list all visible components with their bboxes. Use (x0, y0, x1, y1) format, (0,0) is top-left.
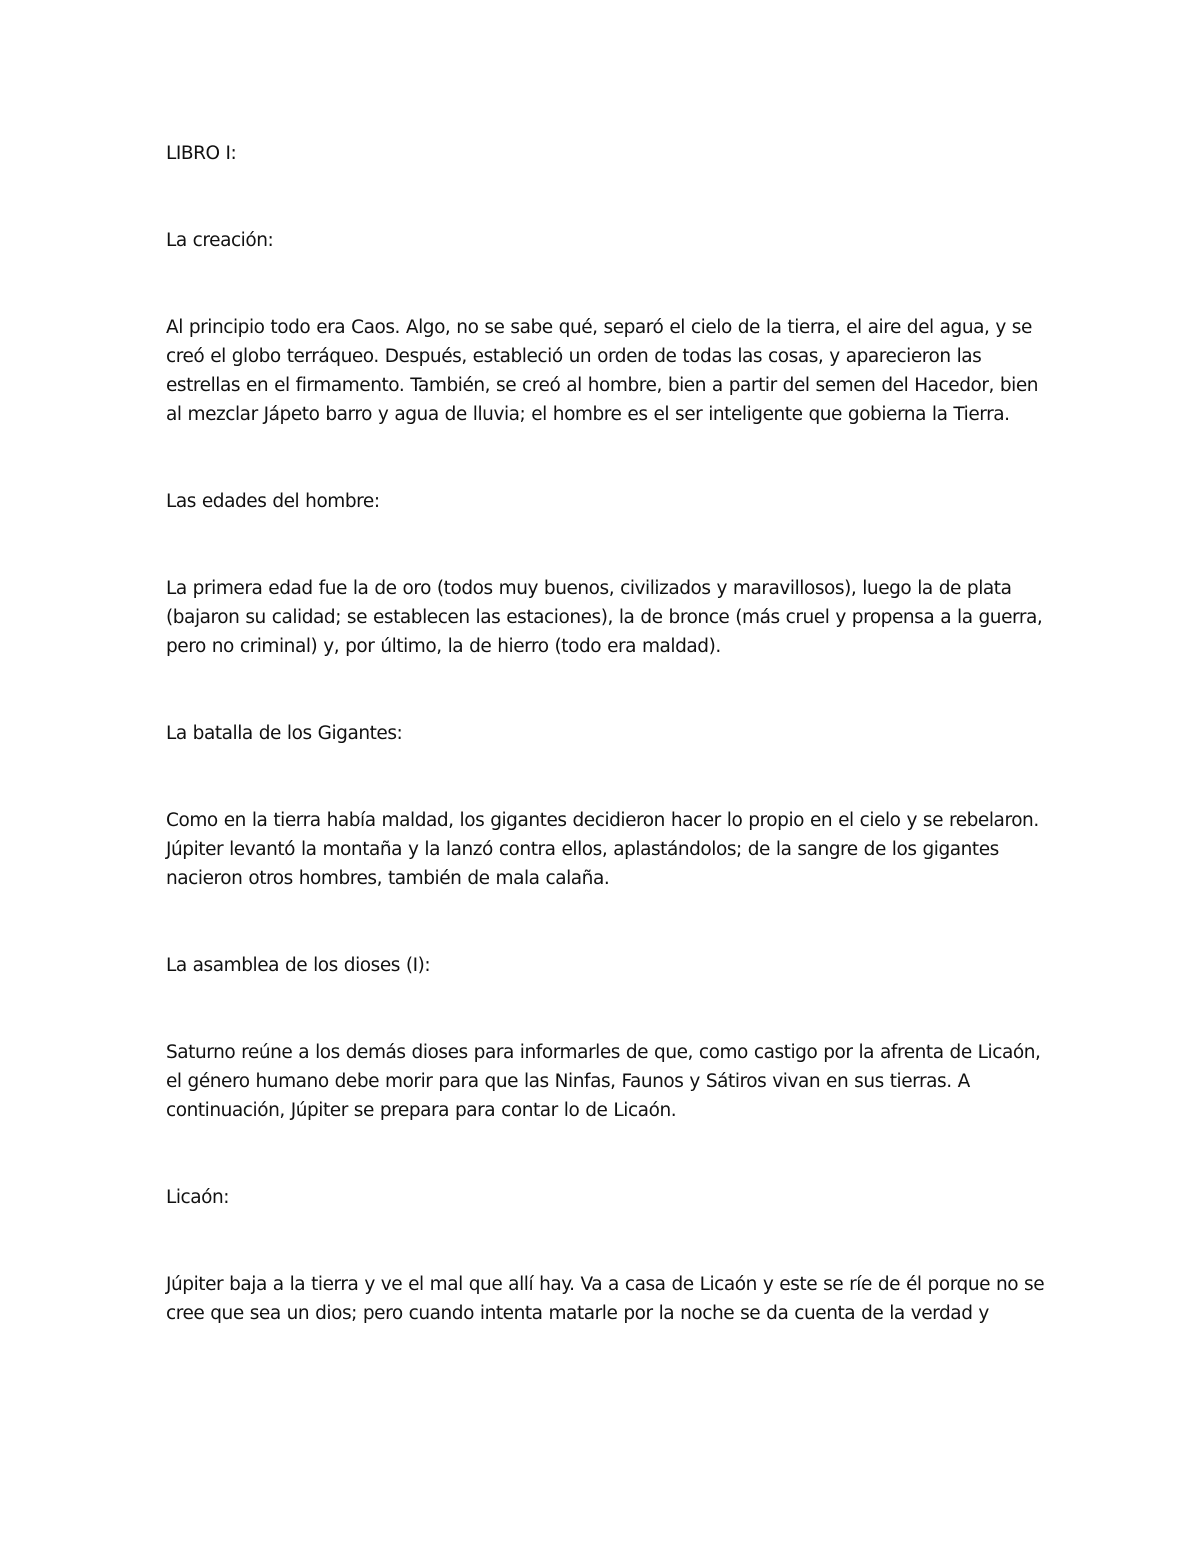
document-body (166, 139, 1046, 1328)
section-heading-licaon: Licaón: (166, 1187, 230, 1208)
section-body-licaon: Júpiter baja a la tierra y ve el mal que allí hay. Va a casa de Licaón y este se ríe de él porque no se cree que sea un dios; pero cuando intenta matarle por la noche se da cuenta de la verdad y (166, 1274, 1045, 1324)
section-body-edades: La primera edad fue la de oro (todos muy buenos, civilizados y maravillosos), luego la de plata (bajaron su calidad; se establecen las estaciones), la de bronce (más cruel y propensa a la guerra, pero no criminal) y, por último, la de hierro (todo era maldad). (166, 578, 1043, 657)
section-heading-gigantes: La batalla de los Gigantes: (166, 723, 403, 744)
section-heading-asamblea: La asamblea de los dioses (I): (166, 955, 431, 976)
section-heading-creacion: La creación: (166, 230, 274, 251)
section-body-asamblea: Saturno reúne a los demás dioses para informarles de que, como castigo por la afrenta de Licaón, el género humano debe morir para que las Ninfas, Faunos y Sátiros vivan en sus tierras. A continuación, Júpiter se prepara para contar lo de Licaón. (166, 1042, 1041, 1121)
section-body-gigantes: Como en la tierra había maldad, los gigantes decidieron hacer lo propio en el cielo y se rebelaron. Júpiter levantó la montaña y la lanzó contra ellos, aplastándolos; de la sangre de los gigantes nacieron otros hombres, también de mala calaña. (166, 810, 1039, 889)
section-heading-edades: Las edades del hombre: (166, 491, 380, 512)
book-title: LIBRO I: (166, 143, 237, 164)
section-body-creacion: Al principio todo era Caos. Algo, no se sabe qué, separó el cielo de la tierra, el aire del agua, y se creó el globo terráqueo. Después, estableció un orden de todas las cosas, y aparecieron las estrellas en el firmamento. También, se creó al hombre, bien a partir del semen del Hacedor, bien al mezclar Jápeto barro y agua de lluvia; el hombre es el ser inteligente que gobierna la Tierra. (166, 317, 1039, 425)
